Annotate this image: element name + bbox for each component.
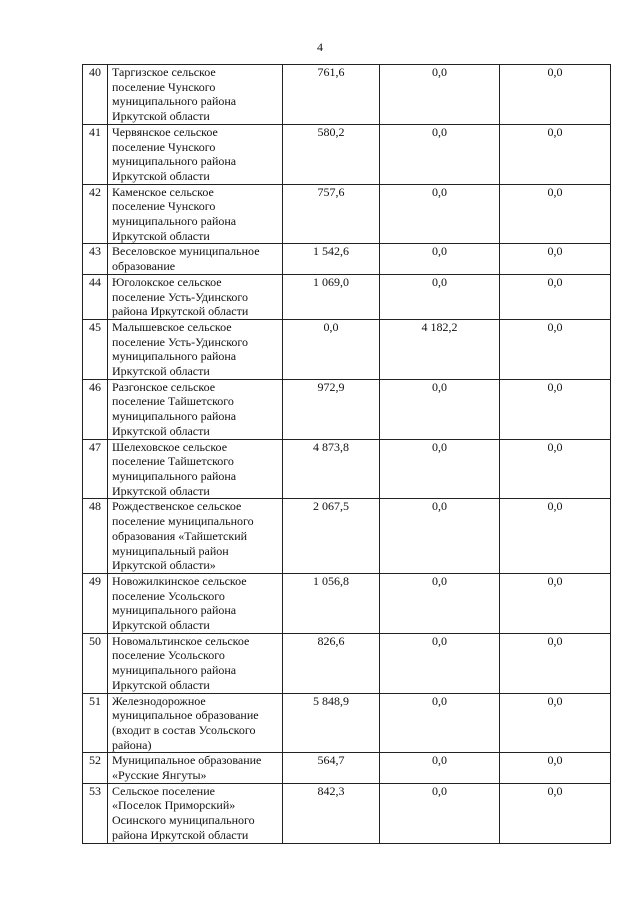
municipality-name [108,753,283,783]
amount-col-1: 0,0 [283,319,380,379]
municipality-name-line: Иркутской области [112,483,210,498]
amount-col-3: 0,0 [500,124,611,184]
municipality-name [108,573,283,633]
municipality-name-line: района) [112,737,152,752]
table-row [83,573,611,633]
amount-col-3: 0,0 [500,633,611,693]
municipality-name-line: Веселовское муниципальное [112,244,260,259]
municipality-name-line: «Поселок Приморский» [112,798,236,813]
municipality-name-line: Таргизское сельское [112,65,216,79]
amount-col-2: 4 182,2 [380,319,500,379]
amount-col-3: 0,0 [500,379,611,439]
amount-col-1: 1 056,8 [283,573,380,633]
municipality-name-line: муниципального района [112,468,237,483]
municipality-name-line: муниципального района [112,409,237,424]
row-number: 40 [83,65,108,125]
amount-col-3: 0,0 [500,693,611,753]
row-number: 46 [83,379,108,439]
amount-col-2: 0,0 [380,379,500,439]
row-number: 48 [83,499,108,574]
amount-col-2: 0,0 [380,439,500,499]
amount-col-3: 0,0 [500,573,611,633]
municipality-name-line: муниципального района [112,663,237,678]
amount-col-2: 0,0 [380,753,500,783]
municipality-name-line: Иркутской области [112,364,210,379]
table-row [83,319,611,379]
municipality-name-line: поселение Усть-Удинского [112,289,249,304]
municipality-name-line: муниципального района [112,154,237,169]
amount-col-3: 0,0 [500,274,611,319]
municipality-name-line: района Иркутской области [112,304,249,319]
municipality-name-line: Иркутской области [112,618,210,633]
municipality-name-line: Рождественское сельское [112,499,242,514]
municipality-name [108,379,283,439]
municipality-name-line: поселение Усольского [112,648,225,663]
row-number: 45 [83,319,108,379]
table-body [83,65,611,844]
municipality-name-line: муниципальное образование [112,708,259,723]
amount-col-1: 842,3 [283,783,380,843]
municipality-name-line: муниципального района [112,603,237,618]
amount-col-2: 0,0 [380,65,500,125]
amount-col-1: 5 848,9 [283,693,380,753]
municipality-name-line: муниципального района [112,349,237,364]
municipality-name [108,439,283,499]
page-number: 4 [317,40,323,54]
municipality-name [108,693,283,753]
municipality-name [108,124,283,184]
table-row [83,184,611,244]
municipality-name-line: Малышевское сельское [112,319,232,334]
table-row [83,633,611,693]
table-row [83,379,611,439]
amount-col-2: 0,0 [380,244,500,274]
municipality-name-line: муниципальный район [112,543,229,558]
municipality-name-line: Иркутской области [112,677,210,692]
amount-col-3: 0,0 [500,65,611,125]
table-row [83,439,611,499]
municipality-name-line: Иркутской области [112,423,210,438]
row-number: 41 [83,124,108,184]
table-row [83,693,611,753]
amount-col-2: 0,0 [380,274,500,319]
municipality-name-line: Сельское поселение [112,783,215,798]
row-number: 43 [83,244,108,274]
table-row [83,753,611,783]
municipality-name-line: муниципального района [112,214,237,229]
municipality-name-line: Шелеховское сельское [112,439,228,454]
row-number: 44 [83,274,108,319]
municipality-name [108,184,283,244]
municipality-name-line: поселение Усть-Удинского [112,334,249,349]
municipality-name-line: Иркутской области [112,228,210,243]
municipality-name-line: поселение Чунского [112,79,216,94]
municipality-name-line: поселение Чунского [112,199,216,214]
municipality-name-line: Иркутской области» [112,558,216,573]
municipality-name [108,244,283,274]
row-number: 50 [83,633,108,693]
municipality-name-line: Железнодорожное [112,693,206,708]
amount-col-3: 0,0 [500,184,611,244]
municipality-name [108,783,283,843]
amount-col-1: 761,6 [283,65,380,125]
amount-col-1: 1 069,0 [283,274,380,319]
amount-col-2: 0,0 [380,693,500,753]
municipality-name-line: образование [112,259,176,274]
amount-col-3: 0,0 [500,499,611,574]
municipality-name-line: Червянское сельское [112,124,218,139]
row-number: 52 [83,753,108,783]
amount-col-2: 0,0 [380,499,500,574]
municipality-name-line: образования «Тайшетский [112,528,248,543]
table-row [83,65,611,125]
municipality-name-line: Разгонское сельское [112,379,216,394]
amount-col-1: 826,6 [283,633,380,693]
municipality-name [108,499,283,574]
table-row [83,244,611,274]
municipality-name [108,65,283,125]
amount-col-1: 580,2 [283,124,380,184]
municipality-name-line: поселение Тайшетского [112,454,234,469]
amount-col-3: 0,0 [500,319,611,379]
municipality-name [108,319,283,379]
municipality-name-line: района Иркутской области [112,827,249,842]
municipality-name-line: Новомальтинское сельское [112,633,250,648]
municipality-name [108,633,283,693]
table-row [83,124,611,184]
amount-col-2: 0,0 [380,124,500,184]
amount-col-3: 0,0 [500,783,611,843]
municipality-name-line: Иркутской области [112,109,210,124]
amount-col-1: 564,7 [283,753,380,783]
municipality-name-line: «Русские Янгуты» [112,768,207,783]
municipality-name-line: (входит в состав Усольского [112,722,256,737]
row-number: 49 [83,573,108,633]
municipality-name-line: Новожилкинское сельское [112,573,247,588]
municipality-name-line: поселение Тайшетского [112,394,234,409]
municipality-name-line: поселение Усольского [112,588,225,603]
amount-col-3: 0,0 [500,753,611,783]
table-row [83,499,611,574]
row-number: 42 [83,184,108,244]
table-row [83,783,611,843]
amount-col-1: 2 067,5 [283,499,380,574]
municipality-name-line: Осинского муниципального [112,813,255,828]
amount-col-1: 757,6 [283,184,380,244]
row-number: 51 [83,693,108,753]
amount-col-1: 1 542,6 [283,244,380,274]
municipality-name-line: Каменское сельское [112,184,214,199]
row-number: 53 [83,783,108,843]
amount-col-3: 0,0 [500,244,611,274]
table-row [83,274,611,319]
municipality-name-line: Юголокское сельское [112,274,222,289]
municipality-name-line: поселение муниципального [112,514,254,529]
amount-col-3: 0,0 [500,439,611,499]
amount-col-2: 0,0 [380,783,500,843]
amount-col-1: 972,9 [283,379,380,439]
amount-col-2: 0,0 [380,184,500,244]
municipality-name-line: Иркутской области [112,168,210,183]
amount-col-2: 0,0 [380,633,500,693]
amount-col-2: 0,0 [380,573,500,633]
municipality-name-line: поселение Чунского [112,139,216,154]
amount-col-1: 4 873,8 [283,439,380,499]
municipality-name [108,274,283,319]
budget-table [82,64,611,844]
municipality-name-line: Муниципальное образование [112,753,262,768]
row-number: 47 [83,439,108,499]
municipality-name-line: муниципального района [112,94,237,109]
